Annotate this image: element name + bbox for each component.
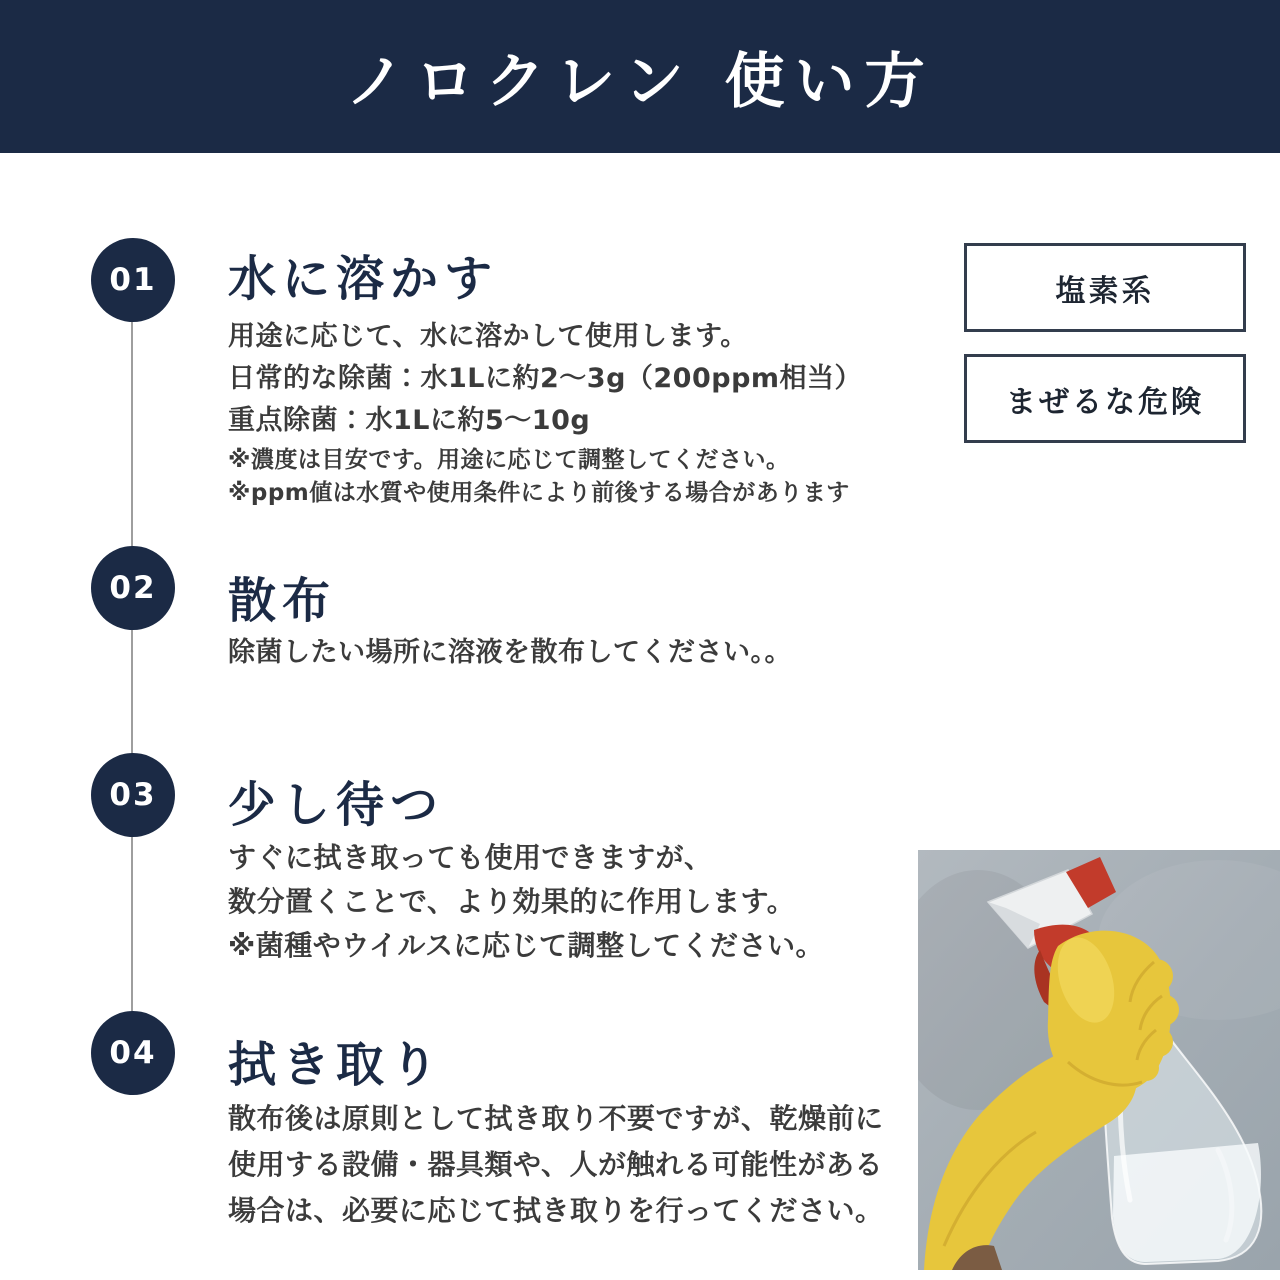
spray-bottle-photo-illustration [918,850,1280,1270]
step-1-note-2: ※ppm値は水質や使用条件により前後する場合があります [228,480,850,506]
step-2-title: 散布 [228,573,337,629]
step-1-title: 水に溶かす [228,251,499,307]
step-1-line-2: 日常的な除菌：水1Lに約2〜3g（200ppm相当） [228,363,863,394]
step-3-number-badge [91,753,175,837]
step-4-line-1: 散布後は原則として拭き取り不要ですが、乾燥前に [228,1102,884,1135]
glove-finger-3 [1143,1027,1173,1057]
glove-finger-2 [1147,994,1179,1026]
spray-bottle-liquid [1113,1143,1261,1262]
step-3-title: 少し待つ [228,777,445,833]
step-3-description [228,836,824,968]
product-photo [918,850,1280,1270]
step-4-line-2: 使用する設備・器具類や、人が触れる可能性がある [228,1148,883,1181]
chlorine-type-box: 塩素系 [964,243,1246,332]
step-4-line-3: 場合は、必要に応じて拭き取りを行ってください。 [228,1194,884,1227]
step-3-line-3: ※菌種やウイルスに応じて調整してください。 [228,929,825,962]
step-4-number-badge [91,1011,175,1095]
step-2-number: 02 [109,570,157,606]
step-connector-line [131,280,133,1053]
step-2-description [228,632,792,674]
step-1-line-1: 用途に応じて、水に溶かして使用します。 [228,321,748,352]
step-3-line-2: 数分置くことで、より効果的に作用します。 [228,885,796,918]
step-3-line-1: すぐに拭き取っても使用できますが、 [228,841,713,874]
page-title: ノロクレン 使い方 [345,46,935,117]
step-1-notes [228,444,850,510]
header-banner [0,0,1280,153]
glove-finger-1 [1139,959,1173,993]
step-1-number: 01 [109,262,157,298]
step-1-description [228,316,862,442]
step-1-number-badge [91,238,175,322]
step-3-number: 03 [109,777,157,813]
step-4-number: 04 [109,1035,157,1071]
step-4-description [228,1096,884,1234]
step-4-title: 拭き取り [228,1037,445,1093]
step-2-number-badge [91,546,175,630]
step-1-note-1: ※濃度は目安です。用途に応じて調整してください。 [228,447,790,473]
step-1-line-3: 重点除菌：水1Lに約5〜10g [228,405,591,436]
step-2-line-1: 除菌したい場所に溶液を散布してください。。 [228,637,792,668]
do-not-mix-warning-box: まぜるな危険 [964,354,1246,443]
